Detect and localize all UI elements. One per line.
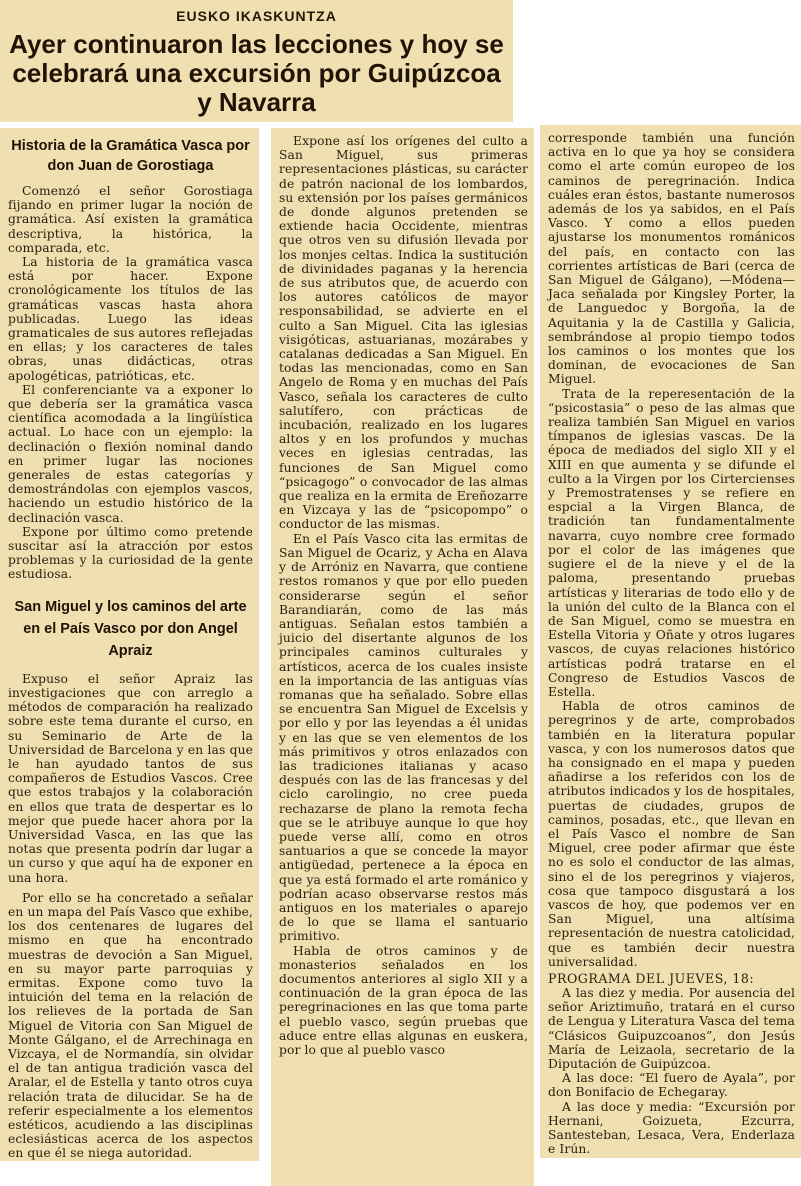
column-2: [271, 128, 534, 1186]
article2-paragraph: Trata de la reperesentación de la “psicostasia” o peso de las almas que realiza también San Miguel en varios tímpanos de iglesias vascas. De la época de mediados del siglo XII y el XIII en que aumenta y se difunde el culto a la Virgen por los Cirtercienses y Premostratenses y se refiere en espcial a la Virgen Blanca, de tradición tan fundamentalmente navarra, cuyo nombre cree formado por el color de las imágenes que sugiere el de la nieve y el de la paloma, presentando pruebas artísticas y literarias de todo ello y de la unión del culto de la Blanca con el de San Miguel, como se muestra en Estella Vitoria y Oñate y otros lugares vascos, de cuyas relaciones histórico artísticas podrá tratarse en el Congreso de Estudios Vascos de Estella.: [548, 386, 795, 699]
column-1: [0, 128, 259, 1161]
program-item: A las doce y media: “Excursión por Hernani, Goizueta, Ezcurra, Santesteban, Lesaca, Vera, Enderlaza e Irún.: [548, 1099, 795, 1157]
article2-paragraph: corresponde también una función activa en lo que ya hoy se considera como el arte común europeo de los caminos de peregrinación. Indica cuáles eran éstos, bastante numerosos además de los ya sabidos, en el País Vasco. Y como a ellos pueden ajustarse los monumentos románicos del país, en contacto con las corrientes artísticas de Bari (cerca de San Miguel de Gálgano), —Módena—Jaca señalada por Kingsley Porter, la de Languedoc y Borgoña, la de Aquitania y la de Castilla y Galicia, sembrándose al propio tiempo todos los caminos o los montes que los dominan, de evocaciones de San Miguel.: [548, 131, 795, 387]
article2-title: San Miguel y los caminos del arte en el País Vasco por don Angel Apraiz: [14, 598, 247, 659]
article1-paragraph: La historia de la gramática vasca está por hacer. Expone cronológicamente los títulos de las gramáticas vascas hasta ahora publicadas. Luego las ideas gramaticales de sus autores reflejadas en ellas; y los caracteres de tales obras, unas didácticas, otras apologéticas, patrióticas, etc.: [8, 255, 253, 383]
article1-paragraph: Comenzó el señor Gorostiaga fijando en primer lugar la noción de gramática. Así existen la gramática descriptiva, la histórica, la comparada, etc.: [8, 184, 253, 255]
article2-paragraph: Habla de otros caminos de peregrinos y de arte, comprobados también en la literatura popular vasca, y con los numerosos datos que ha consignado en el mapa y pueden añadirse a los referidos con los de atributos indicados y los de hospitales, puertas de ciudades, grupos de caminos, posadas, etc., que llevan en el País Vasco el nombre de San Miguel, cree poder afirmar que éste no es solo el conductor de las almas, sino el de los peregrinos y viajeros, cosa que tampoco disgustará a los vascos de hoy, que podemos ver en San Miguel, una altísima representación de nuestra catolicidad, que es también decir nuestra universalidad.: [548, 699, 795, 969]
program-item: A las doce: “El fuero de Ayala”, por don Bonifacio de Echegaray.: [548, 1071, 795, 1100]
article1-paragraph: Expone por último como pretende suscitar así la atracción por estos problemas y la curiosidad de la gente estudiosa.: [8, 524, 253, 582]
article1-title: Historia de la Gramática Vasca por don Juan de Gorostiaga: [11, 138, 250, 174]
article2-paragraph: En el País Vasco cita las ermitas de San Miguel de Ocariz, y Acha en Alava y de Arróniz en Navarra, que contiene restos romanos y que por ello pueden considerarse según el señor Barandiarán, como de las más antiguas. Señalan estos también a juicio del disertante algunos de los principales caminos culturales y artísticos, acerca de los cuales insiste en la importancia de las antiguas vías romanas que ha señalado. Sobre ellas se encuentra San Miguel de Excelsis y por ello y por las leyendas a él unidas y en las que se ven elementos de los más primitivos y otros enlazados con las tradiciones italianas y acaso después con las de las francesas y del ciclo carolingio, no cree pueda rechazarse de plano la remota fecha que se le atribuye aunque lo que hoy puede verse allí, como en otros santuarios a que se concede la mayor antigüedad, pertenece a la época en que ya está formado el arte románico y podrían acaso observarse restos más antiguos en los materiales o aparejo de lo que se llama el santuario primitivo.: [279, 531, 528, 944]
article2-paragraph: Expuso el señor Apraiz las investigaciones que con arreglo a métodos de comparación ha realizado sobre este tema durante el curso, en su Seminario de Arte de la Universidad de Barcelona y en las que le han ayudado tantos de sus compañeros de Estudios Vascos. Cree que estos trabajos y la colaboración en ellos que trata de despertar es lo mejor que puede hacer ahora por la Universidad Vasca, en las que las notas que presenta podrín dar lugar a un curso y que aquí ha de exponer en una hora.: [8, 671, 253, 885]
program-item: A las diez y media. Por ausencia del señor Ariztimuño, tratará en el curso de Lengua y Literatura Vasca del tema “Clásicos Guipuzcoanos”, don Jesús María de Leizaola, secretario de la Diputación de Guipúzcoa.: [548, 985, 795, 1071]
article2-paragraph: Por ello se ha concretado a señalar en un mapa del País Vasco que exhibe, los dos centenares de lugares del mismo en que ha encontrado muestras de devoción a San Miguel, en su mayor parte parroquias y ermitas. Expone como tuvo la intuición del tema en la relación de los relieves de la portada de San Miguel de Vitoria con San Miguel de Monte Gálgano, el de Arrechinaga en Vizcaya, el de Normandía, sin olvidar el de tan antigua tradición vasca del Aralar, el de Estella y tanto otros cuya relación trata de dilucidar. Se ha de referir especialmente a los elementos estéticos, acudiendo a las disciplinas eclesiásticas acerca de los aspectos en que él se niega autoridad.: [8, 890, 253, 1161]
section-kicker: EUSKO IKASKUNTZA: [176, 8, 337, 24]
article2-paragraph: Expone así los orígenes del culto a San Miguel, sus primeras representaciones plásticas, su carácter de patrón nacional de los lombardos, su extensión por los países germánicos de donde algunos pretenden se extiende hacia Occidente, mientras que otros ven su difusión llevada por los monjes celtas. Indica la sustitución de divinidades paganas y la herencia de sus atributos que, de acuerdo con los autores católicos de mayor responsabilidad, se advierte en el culto a San Miguel. Cita las iglesias visigóticas, astuarianas, mozárabes y catalanas dedicadas a San Miguel. En todas las mencionadas, como en San Angelo de Roma y en muchas del País Vasco, señala los caracteres de culto salutífero, con prácticas de incubación, realizado en los lugares altos y en los profundos y muchas veces en iglesias centradas, las funciones de San Miguel como “psicagogo” o convocador de las almas que realiza en la ermita de Ereñozarre en Vizcaya y las de “psicopompo” o conductor de las mismas.: [279, 134, 528, 532]
headline-block: [0, 0, 513, 122]
column-3: [540, 125, 801, 1158]
article2-paragraph: Habla de otros caminos y de monasterios señalados en los documentos anteriores al siglo XII y a continuación de la gran época de las peregrinaciones en las que toma parte el pueblo vasco, según pruebas que aduce entre ellas algunas en euskera, por lo que al pueblo vasco: [279, 943, 528, 1057]
article1-paragraph: El conferenciante va a exponer lo que debería ser la gramática vasca científica acomodada a la lingüística actual. Lo hace con un ejemplo: la declinación o flexión nominal dando en primer lugar las nociones generales de estas categorías y demostrándolas con ejemplos vascos, haciendo un estudio histórico de la declinación vasca.: [8, 382, 253, 525]
headline: Ayer continuaron las lecciones y hoy se celebrará una excursión por Guipúzcoa y Navarra: [9, 29, 504, 117]
program-title: PROGRAMA DEL JUEVES, 18:: [548, 970, 755, 986]
